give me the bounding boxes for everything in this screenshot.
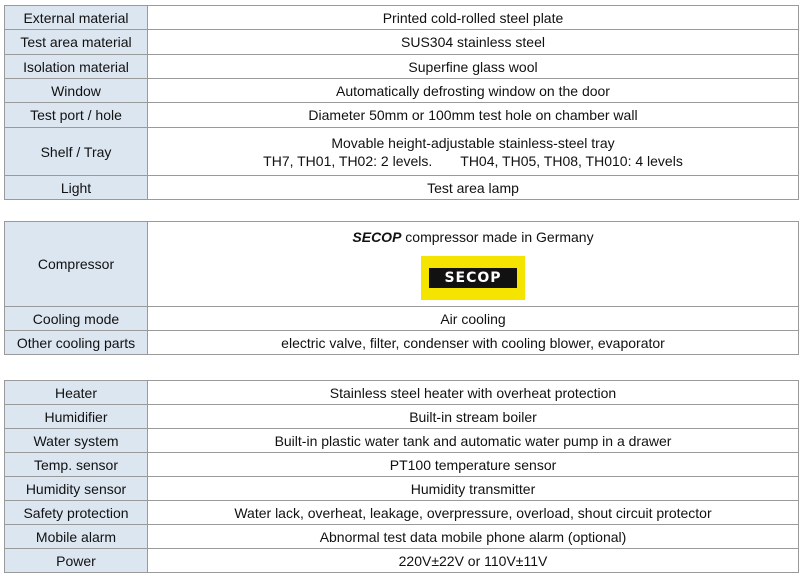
row-label: Safety protection	[5, 501, 148, 525]
table-row	[5, 549, 799, 573]
row-value: Automatically defrosting window on the door	[148, 79, 799, 103]
row-label: Mobile alarm	[5, 525, 148, 549]
shelf-levels-2: TH7, TH01, TH02: 2 levels.	[263, 152, 433, 169]
compressor-origin: compressor made in Germany	[401, 229, 594, 245]
row-value: Abnormal test data mobile phone alarm (optional)	[148, 525, 799, 549]
cooling-spec-table	[4, 221, 799, 355]
table-row	[5, 222, 799, 307]
row-value: PT100 temperature sensor	[148, 453, 799, 477]
construction-spec-table	[4, 5, 799, 200]
shelf-description: Movable height-adjustable stainless-steel tray	[331, 134, 615, 151]
row-label: Test port / hole	[5, 103, 148, 128]
secop-logo-text: SECOP	[429, 268, 517, 288]
row-label: Heater	[5, 381, 148, 405]
table-row	[5, 331, 799, 355]
row-label: Isolation material	[5, 55, 148, 79]
table-row	[5, 103, 799, 128]
table-row	[5, 477, 799, 501]
row-value: Stainless steel heater with overheat protection	[148, 381, 799, 405]
row-value: Humidity transmitter	[148, 477, 799, 501]
row-label: Temp. sensor	[5, 453, 148, 477]
table-row	[5, 79, 799, 103]
compressor-description	[152, 228, 794, 246]
row-label: Cooling mode	[5, 307, 148, 331]
table-row	[5, 55, 799, 79]
row-value: Built-in plastic water tank and automatic water pump in a drawer	[148, 429, 799, 453]
shelf-levels-4: TH04, TH05, TH08, TH010: 4 levels	[460, 152, 683, 169]
table-row	[5, 429, 799, 453]
row-value: Water lack, overheat, leakage, overpressure, overload, shout circuit protector	[148, 501, 799, 525]
row-label: Other cooling parts	[5, 331, 148, 355]
row-label: Water system	[5, 429, 148, 453]
row-value: Air cooling	[148, 307, 799, 331]
table-row	[5, 501, 799, 525]
compressor-value	[148, 222, 799, 307]
row-label: Humidifier	[5, 405, 148, 429]
table-row	[5, 307, 799, 331]
shelf-levels	[152, 152, 794, 170]
table-row	[5, 30, 799, 55]
row-value-shelf	[148, 128, 799, 176]
row-value: SUS304 stainless steel	[148, 30, 799, 55]
row-value: Superfine glass wool	[148, 55, 799, 79]
row-value: Built-in stream boiler	[148, 405, 799, 429]
control-spec-table	[4, 380, 799, 573]
row-value: Test area lamp	[148, 176, 799, 200]
table-row	[5, 525, 799, 549]
row-label: External material	[5, 6, 148, 30]
compressor-brand: SECOP	[352, 229, 402, 245]
row-value: Printed cold-rolled steel plate	[148, 6, 799, 30]
row-label: Test area material	[5, 30, 148, 55]
table-row	[5, 6, 799, 30]
table-row	[5, 405, 799, 429]
row-label: Shelf / Tray	[5, 128, 148, 176]
row-value: electric valve, filter, condenser with cooling blower, evaporator	[148, 331, 799, 355]
row-label: Light	[5, 176, 148, 200]
row-value: Diameter 50mm or 100mm test hole on chamber wall	[148, 103, 799, 128]
row-label: Power	[5, 549, 148, 573]
table-row	[5, 128, 799, 176]
table-row	[5, 176, 799, 200]
table-row	[5, 381, 799, 405]
row-label: Humidity sensor	[5, 477, 148, 501]
row-label: Compressor	[5, 222, 148, 307]
secop-logo	[421, 256, 525, 300]
row-value: 220V±22V or 110V±11V	[148, 549, 799, 573]
table-row	[5, 453, 799, 477]
row-label: Window	[5, 79, 148, 103]
